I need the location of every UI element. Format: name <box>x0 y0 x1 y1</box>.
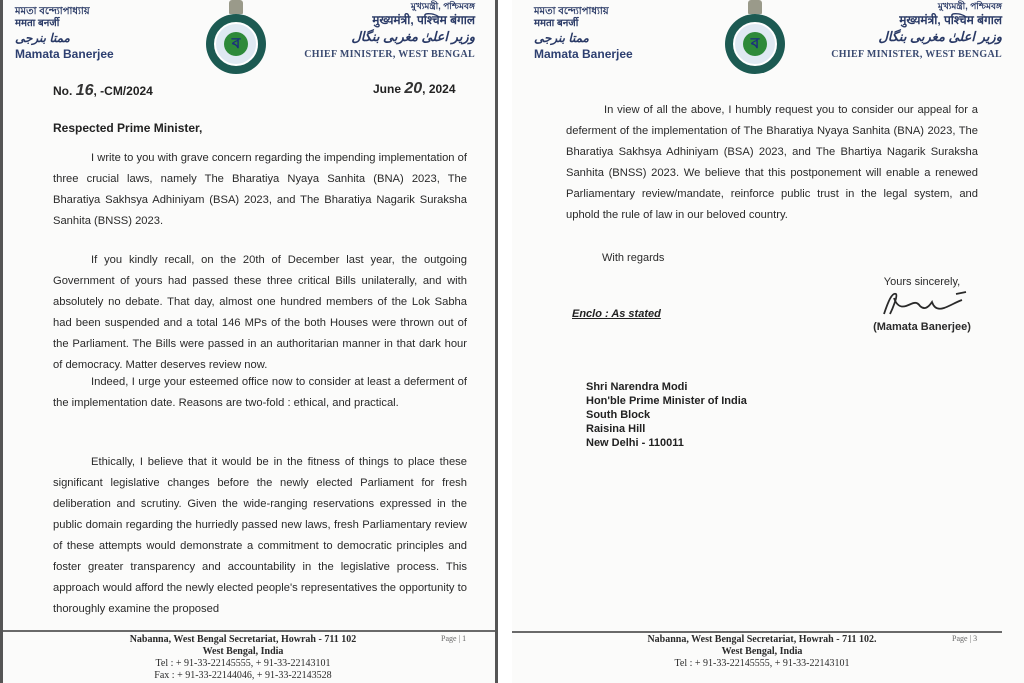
reference-number: No. 16, -CM/2024 <box>53 82 153 99</box>
letter-page-1 <box>0 0 498 683</box>
government-seal-icon: ব <box>720 0 790 90</box>
letterhead-title-block <box>802 0 1002 64</box>
enclosure-note: Enclo : As stated <box>572 308 661 320</box>
government-seal-icon: ব <box>201 0 271 90</box>
page-number: Page | 3 <box>952 634 978 643</box>
signature-block <box>862 276 982 333</box>
paragraph-3: Indeed, I urge your esteemed office now to consider at least a deferment of the implementation date. Reasons are two-fold : ethical, and practical. <box>53 376 467 409</box>
title-english: CHIEF MINISTER, WEST BENGAL <box>831 49 1002 60</box>
yours-sincerely: Yours sincerely, <box>883 276 961 288</box>
name-urdu: ممتا بنرجی <box>534 31 589 45</box>
letterhead-name-block <box>15 6 114 62</box>
title-english: CHIEF MINISTER, WEST BENGAL <box>304 49 475 60</box>
paragraph-1: I write to you with grave concern regarding the impending implementation of three crucial laws, namely The Bharatiya Nyaya Sanhita (BNA) 2023, The Bharatiya Sakhsya Adhiniyam (BSA) 2023, and The Bharatiya Nagarik Suraksha Sanhita (BNSS) 2023. <box>53 152 467 227</box>
footer-divider <box>512 631 1002 633</box>
closing-paragraph: In view of all the above, I humbly request you to consider our appeal for a deferment of the implementation of The Bharatiya Nyaya Sanhita (BNA) 2023, The Bharatiya Sakhsya Adhiniyam (BSA) 2023, and The Bhartiya Nagarik Suraksha Sanhita (BNSS) 2023. We believe that this postponement will enable a renewed Parliamentary review/mandate, reinforce public trust in the legal system, and uphold the rule of law in our beloved country. <box>566 104 978 221</box>
paragraph-2: If you kindly recall, on the 20th of December last year, the outgoing Government of yours had passed these three critical Bills unilaterally, and with absolutely no debate. That day, almost one hundred members of the Lok Sabha had been suspended and a total 146 MPs of the both Houses were thrown out of the Parliament. The Bills were passed in an authoritarian manner in that dark hour of democracy. Matter deserves review now. <box>53 254 467 371</box>
title-bengali: মুখ্যমন্ত্রী, পশ্চিমবঙ্গ <box>937 1 1002 11</box>
national-emblem-icon <box>748 0 762 14</box>
title-hindi: मुख्यमंत्री, पश्चिम बंगाल <box>899 13 1002 27</box>
footer-address: Nabanna, West Bengal Secretariat, Howrah - 711 102 West Bengal, India Tel : + 91-33-22145555, + 91-33-22143101 Fax : + 91-33-22144046, + 91-33-22143528 <box>129 634 357 681</box>
title-urdu: وزیر اعلیٰ مغربی بنگال <box>351 29 475 44</box>
title-bengali: মুখ্যমন্ত্রী, পশ্চিমবঙ্গ <box>410 1 475 11</box>
letter-date: June 20, 2024 <box>373 80 456 97</box>
name-english: Mamata Banerjee <box>15 47 114 61</box>
name-bengali: মমতা বন্দ্যোপাধ্যায় <box>534 6 609 17</box>
name-english: Mamata Banerjee <box>534 47 633 61</box>
letterhead-title-block <box>275 0 475 64</box>
title-hindi: मुख्यमंत्री, पश्चिम बंगाल <box>372 13 475 27</box>
salutation: Respected Prime Minister, <box>53 121 203 135</box>
footer-divider <box>3 630 495 632</box>
title-urdu: وزیر اعلیٰ مغربی بنگال <box>878 29 1002 44</box>
page-gap <box>498 0 512 683</box>
signatory-name: (Mamata Banerjee) <box>873 321 971 333</box>
signature-icon <box>872 288 972 318</box>
national-emblem-icon <box>229 0 243 14</box>
name-bengali: মমতা বন্দ্যোপাধ্যায় <box>15 6 90 17</box>
letter-page-3 <box>512 0 1024 683</box>
name-hindi: ममता बनर्जी <box>15 18 60 29</box>
paragraph-4: Ethically, I believe that it would be in the fitness of things to place these significant legislative changes before the newly elected Parliament for fresh deliberation and scrutiny. Given the wide-ranging reservations expressed in the public domain regarding the hurriedly passed new laws, fresh Parliamentary review of these attempts would demonstrate a commitment to democratic principles and foster greater transparency and accountability in the legislative process. This approach would afford the newly elected people's representatives the opportunity to thoroughly examine the proposed <box>53 456 467 615</box>
footer-address: Nabanna, West Bengal Secretariat, Howrah - 711 102. West Bengal, India Tel : + 91-33-22145555, + 91-33-22143101 <box>647 634 877 669</box>
recipient-address: Shri Narendra Modi Hon'ble Prime Minister of India South Block Raisina Hill New Delhi - 110011 <box>586 381 747 449</box>
name-urdu: ممتا بنرجی <box>15 31 70 45</box>
name-hindi: ममता बनर्जी <box>534 18 579 29</box>
page-number: Page | 1 <box>441 634 467 643</box>
letterhead-name-block <box>534 6 633 62</box>
closing-regards: With regards <box>602 252 665 264</box>
